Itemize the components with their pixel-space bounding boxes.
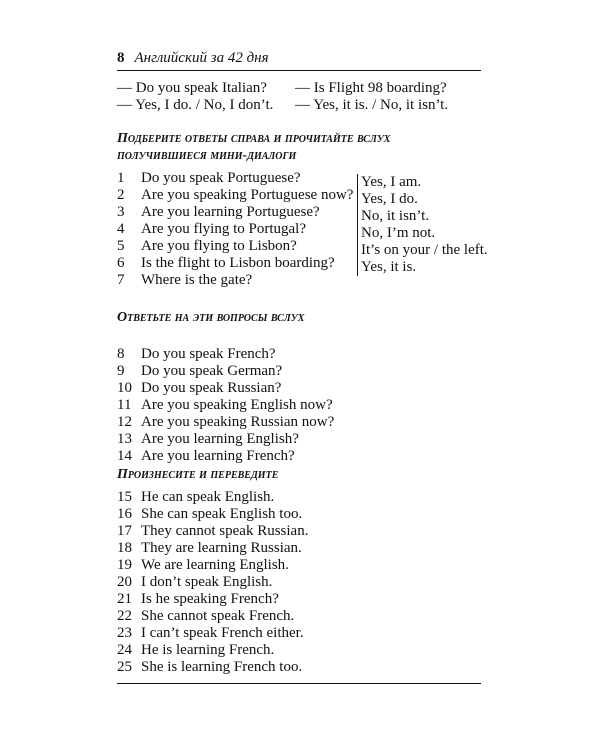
item-number: 23 — [117, 625, 132, 641]
section-title-answer — [117, 309, 481, 326]
item-text: She is learning French too. — [141, 659, 303, 675]
section-title-line: Ответьте на эти вопросы вслух — [117, 310, 305, 325]
section-title-line: получившиеся мини-диалоги — [117, 148, 297, 163]
question-list-match — [117, 170, 353, 289]
section-title-line: Подберите ответы справа и прочитайте вслух — [117, 131, 391, 146]
item-text: Where is the gate? — [141, 272, 253, 288]
item-text: Do you speak Russian? — [141, 380, 282, 396]
item-text: Are you learning Portuguese? — [141, 204, 320, 220]
list-item — [117, 363, 334, 380]
item-text: We are learning English. — [141, 557, 289, 573]
answer-item: No, I’m not. — [361, 225, 436, 241]
list-item — [117, 523, 308, 540]
item-number: 9 — [117, 363, 125, 379]
list-item — [117, 397, 334, 414]
item-text: Do you speak Portuguese? — [141, 170, 301, 186]
item-number: 21 — [117, 591, 132, 607]
item-number: 24 — [117, 642, 132, 658]
item-number: 17 — [117, 523, 132, 539]
item-text: Are you speaking Portuguese now? — [141, 187, 354, 203]
item-number: 18 — [117, 540, 132, 556]
item-text: Are you flying to Portugal? — [141, 221, 306, 237]
list-item — [117, 608, 308, 625]
item-number: 22 — [117, 608, 132, 624]
book-title: Английский за 42 дня — [134, 50, 269, 66]
item-number: 7 — [117, 272, 125, 288]
answer-item: Yes, I do. — [361, 191, 418, 207]
intro-left-column — [117, 80, 273, 114]
answer-item: Yes, it is. — [361, 259, 417, 275]
running-header — [117, 50, 481, 71]
item-number: 12 — [117, 414, 132, 430]
section-title-translate — [117, 466, 481, 483]
item-number: 1 — [117, 170, 125, 186]
item-text: Are you learning English? — [141, 431, 299, 447]
item-number: 13 — [117, 431, 132, 447]
list-item — [117, 255, 353, 272]
list-item — [117, 414, 334, 431]
item-number: 4 — [117, 221, 125, 237]
item-text: He is learning French. — [141, 642, 275, 658]
item-number: 14 — [117, 448, 132, 464]
item-number: 15 — [117, 489, 132, 505]
list-item — [117, 204, 353, 221]
intro-line: — Yes, I do. / No, I don’t. — [117, 97, 274, 113]
list-item — [117, 448, 334, 465]
intro-line: — Is Flight 98 boarding? — [295, 80, 447, 96]
item-number: 16 — [117, 506, 132, 522]
list-item — [117, 625, 308, 642]
item-text: They cannot speak Russian. — [141, 523, 309, 539]
item-number: 2 — [117, 187, 125, 203]
item-text: She can speak English too. — [141, 506, 303, 522]
list-item — [117, 659, 308, 676]
item-text: Are you speaking Russian now? — [141, 414, 335, 430]
answer-item: Yes, I am. — [361, 174, 422, 190]
item-text: Do you speak French? — [141, 346, 276, 362]
list-item — [117, 272, 353, 289]
answer-list — [357, 174, 488, 276]
item-number: 25 — [117, 659, 132, 675]
item-text: He can speak English. — [141, 489, 275, 505]
item-text: Are you flying to Lisbon? — [141, 238, 297, 254]
list-item — [117, 431, 334, 448]
item-text: Are you learning French? — [141, 448, 295, 464]
question-list-answer — [117, 346, 334, 465]
item-number: 3 — [117, 204, 125, 220]
list-item — [117, 380, 334, 397]
intro-right-column — [295, 80, 448, 114]
list-item — [117, 346, 334, 363]
intro-line: — Yes, it is. / No, it isn’t. — [295, 97, 449, 113]
item-number: 8 — [117, 346, 125, 362]
intro-line: — Do you speak Italian? — [117, 80, 267, 96]
page-number: 8 — [117, 50, 125, 66]
item-number: 19 — [117, 557, 132, 573]
list-item — [117, 170, 353, 187]
item-number: 11 — [117, 397, 132, 413]
list-item — [117, 238, 353, 255]
item-text: Is he speaking French? — [141, 591, 279, 607]
item-number: 20 — [117, 574, 132, 590]
list-item — [117, 187, 353, 204]
bottom-rule — [117, 683, 481, 684]
list-item — [117, 557, 308, 574]
section-title-match — [117, 130, 481, 164]
list-item — [117, 574, 308, 591]
list-item — [117, 221, 353, 238]
answer-item: It’s on your / the left. — [361, 242, 488, 258]
list-item — [117, 540, 308, 557]
list-item — [117, 591, 308, 608]
item-text: Is the flight to Lisbon boarding? — [141, 255, 335, 271]
item-text: I don’t speak English. — [141, 574, 273, 590]
item-text: She cannot speak French. — [141, 608, 295, 624]
answer-item: No, it isn’t. — [361, 208, 430, 224]
item-text: Are you speaking English now? — [141, 397, 333, 413]
item-number: 5 — [117, 238, 125, 254]
item-text: I can’t speak French either. — [141, 625, 304, 641]
section-title-line: Произнесите и переведите — [117, 467, 279, 482]
list-item — [117, 489, 308, 506]
sentence-list-translate — [117, 489, 308, 676]
item-number: 10 — [117, 380, 132, 396]
item-text: Do you speak German? — [141, 363, 283, 379]
item-text: They are learning Russian. — [141, 540, 302, 556]
item-number: 6 — [117, 255, 125, 271]
list-item — [117, 642, 308, 659]
list-item — [117, 506, 308, 523]
